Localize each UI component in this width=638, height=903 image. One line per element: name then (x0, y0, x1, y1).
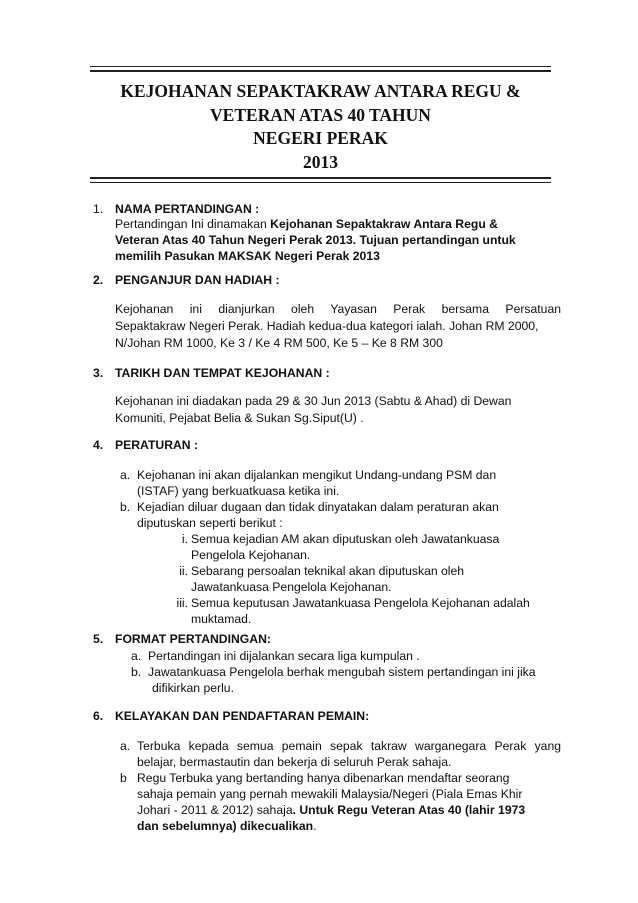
section-4-subitem-i-marker: i. (181, 532, 188, 546)
section-3-number: 3. (93, 366, 104, 380)
section-4-item-a-marker: a. (120, 468, 131, 482)
section-3-heading (93, 365, 330, 382)
section-2-heading (93, 272, 280, 289)
section-6-item-b-text: Johari - 2011 & 2012) sahaja (137, 803, 293, 817)
section-3-line-1: Kejohanan ini diadakan pada 29 & 30 Jun 2013 (Sabtu & Ahad) di Dewan (115, 394, 512, 408)
section-4-title: PERATURAN : (115, 438, 199, 452)
top-rule-thick (90, 70, 551, 72)
section-4-subitem-ii-line-2: Jawatankuasa Pengelola Kejohanan. (191, 580, 392, 594)
section-4-number: 4. (93, 438, 104, 452)
section-6-item-b-period: . (313, 819, 317, 833)
section-4-subitem-ii-line-1: Sebarang persoalan teknikal akan diputuskan oleh (191, 564, 465, 578)
section-2-line-1: Kejohanan ini dianjurkan oleh Yayasan Perak bersama Persatuan (115, 302, 561, 316)
bottom-rule-thin (90, 182, 551, 183)
section-2-line-3: N/Johan RM 1000, Ke 3 / Ke 4 RM 500, Ke 5 – Ke 8 RM 300 (115, 336, 443, 350)
section-6-item-b-line-3 (137, 802, 525, 819)
section-6-item-b-line-1: Regu Terbuka yang bertanding hanya dibenarkan mendaftar seorang (137, 771, 510, 785)
section-6-item-b-exemption: dan sebelumnya) dikecualikan (137, 819, 314, 833)
section-5-number: 5. (93, 632, 104, 646)
section-4-subitem-i-line-1: Semua kejadian AM akan diputuskan oleh Jawatankuasa (191, 532, 500, 546)
section-1-number: 1. (93, 202, 104, 216)
section-4-item-b-marker: b. (120, 500, 131, 514)
section-2-number: 2. (93, 273, 104, 287)
title-line-1: KEJOHANAN SEPAKTAKRAW ANTARA REGU & (120, 81, 521, 101)
section-4-subitem-i-line-2: Pengelola Kejohanan. (191, 548, 311, 562)
section-3-line-2: Komuniti, Pejabat Belia & Sukan Sg.Siput(U) . (115, 411, 364, 425)
section-5-item-b-marker: b. (131, 665, 142, 679)
section-6-title: KELAYAKAN DAN PENDAFTARAN PEMAIN: (115, 709, 370, 723)
bottom-rule-thick (90, 177, 551, 179)
section-2-title: PENGANJUR DAN HADIAH : (115, 273, 280, 287)
section-5-title: FORMAT PERTANDINGAN: (115, 632, 271, 646)
section-4-subitem-ii-marker: ii. (179, 564, 188, 578)
section-4-subitem-iii-line-1: Semua keputusan Jawatankuasa Pengelola Kejohanan adalah (191, 596, 530, 610)
section-6-item-a-marker: a. (120, 739, 131, 753)
section-6-item-b-line-2: sahaja pemain yang pernah mewakili Malaysia/Negeri (Piala Emas Khir (137, 787, 523, 801)
section-3-title: TARIKH DAN TEMPAT KEJOHANAN : (115, 366, 330, 380)
section-1-line-2: Veteran Atas 40 Tahun Negeri Perak 2013. Tujuan pertandingan untuk (115, 233, 516, 247)
section-1-line-1 (115, 216, 498, 233)
section-5-item-b-line-2: difikirkan perlu. (152, 681, 234, 695)
section-1-title: NAMA PERTANDINGAN : (115, 202, 260, 216)
title-line-4: 2013 (303, 151, 338, 172)
section-5-item-a-marker: a. (131, 649, 142, 663)
section-4-item-a-line-1: Kejohanan ini akan dijalankan mengikut Undang-undang PSM dan (137, 468, 497, 482)
section-6-item-a-line-1: Terbuka kepada semua pemain sepak takraw warganegara Perak yang (137, 739, 561, 753)
section-4-heading (93, 437, 198, 454)
section-1-line-3: memilih Pasukan MAKSAK Negeri Perak 2013 (115, 249, 380, 263)
section-4-item-a-line-2: (ISTAF) yang berkuatkuasa ketika ini. (137, 484, 340, 498)
title-line-3: NEGERI PERAK (253, 128, 388, 148)
top-rule-thin (90, 66, 551, 67)
section-4-item-b-line-1: Kejadian diluar dugaan dan tidak dinyatakan dalam peraturan akan (137, 500, 499, 514)
section-5-item-a-line-1: Pertandingan ini dijalankan secara liga kumpulan . (148, 649, 420, 663)
section-6-item-b-veteran-note: . Untuk Regu Veteran Atas 40 (lahir 1973 (292, 803, 526, 817)
section-6-heading (93, 708, 369, 725)
section-6-number: 6. (93, 709, 104, 723)
section-5-item-b-line-1: Jawatankuasa Pengelola berhak mengubah sistem pertandingan ini jika (148, 665, 536, 679)
section-1-event-name: Kejohanan Sepaktakraw Antara Regu & (270, 217, 498, 231)
section-1-text: Pertandingan Ini dinamakan (115, 217, 271, 231)
section-4-item-b-line-2: diputuskan seperti berikut : (137, 516, 283, 530)
title-line-2: VETERAN ATAS 40 TAHUN (210, 104, 431, 125)
section-6-item-b-marker: b (120, 771, 127, 785)
section-4-subitem-iii-marker: iii. (176, 596, 188, 610)
section-5-heading (93, 631, 271, 648)
section-2-line-2: Sepaktakraw Negeri Perak. Hadiah kedua-dua kategori ialah. Johan RM 2000, (115, 319, 539, 333)
section-6-item-a-line-2: belajar, bermastautin dan bekerja di seluruh Perak sahaja. (137, 755, 452, 769)
section-4-subitem-iii-line-2: muktamad. (191, 612, 252, 626)
section-6-item-b-line-4 (137, 818, 317, 835)
document-title (90, 80, 551, 174)
